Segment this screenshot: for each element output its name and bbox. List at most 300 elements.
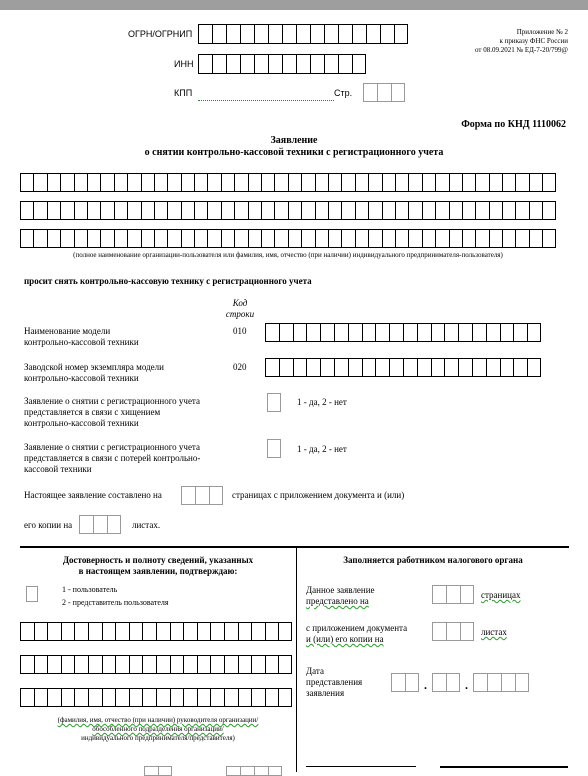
char-cell[interactable]	[34, 622, 48, 641]
char-cell[interactable]	[183, 622, 197, 641]
char-cell[interactable]	[296, 54, 310, 74]
char-cell[interactable]	[183, 688, 197, 707]
char-cell[interactable]	[355, 173, 368, 192]
char-cell[interactable]	[500, 323, 514, 342]
char-cell[interactable]	[422, 173, 435, 192]
char-cell[interactable]	[394, 24, 408, 44]
char-cell[interactable]	[74, 229, 87, 248]
char-cell[interactable]	[408, 201, 421, 220]
org-name-row-1[interactable]	[20, 173, 556, 192]
char-cell[interactable]	[61, 655, 75, 674]
char-cell[interactable]	[167, 173, 180, 192]
char-cell[interactable]	[355, 201, 368, 220]
char-cell[interactable]	[282, 54, 296, 74]
char-cell[interactable]	[502, 201, 515, 220]
char-cell[interactable]	[375, 358, 389, 377]
char-cell[interactable]	[141, 173, 154, 192]
char-cell[interactable]	[389, 323, 403, 342]
char-cell[interactable]	[251, 688, 265, 707]
char-cell[interactable]	[542, 229, 555, 248]
char-cell[interactable]	[74, 688, 88, 707]
char-cell[interactable]	[542, 201, 555, 220]
char-cell[interactable]	[274, 229, 287, 248]
char-cell[interactable]	[210, 622, 224, 641]
char-cell[interactable]	[181, 201, 194, 220]
char-cell[interactable]	[341, 229, 354, 248]
char-cell[interactable]	[515, 201, 528, 220]
char-cell[interactable]	[234, 229, 247, 248]
char-cell[interactable]	[338, 54, 352, 74]
char-cell[interactable]	[431, 323, 445, 342]
char-cell[interactable]	[221, 173, 234, 192]
char-cell[interactable]	[500, 358, 514, 377]
char-cell[interactable]	[310, 24, 324, 44]
char-cell[interactable]	[513, 323, 527, 342]
char-cell[interactable]	[47, 173, 60, 192]
char-cell[interactable]	[156, 655, 170, 674]
char-cell[interactable]	[226, 24, 240, 44]
char-cell[interactable]	[251, 655, 265, 674]
char-cell[interactable]	[197, 655, 211, 674]
char-cell[interactable]	[338, 24, 352, 44]
org-name-row-3[interactable]	[20, 229, 556, 248]
char-cell[interactable]	[529, 173, 542, 192]
char-cell[interactable]	[195, 486, 209, 505]
char-cell[interactable]	[368, 201, 381, 220]
char-cell[interactable]	[248, 229, 261, 248]
char-cell[interactable]	[114, 229, 127, 248]
char-cell[interactable]	[167, 229, 180, 248]
signer-type-input[interactable]	[26, 586, 38, 602]
char-cell[interactable]	[181, 229, 194, 248]
char-cell[interactable]	[212, 54, 226, 74]
char-cell[interactable]	[47, 655, 61, 674]
char-cell[interactable]	[102, 655, 116, 674]
char-cell[interactable]	[74, 655, 88, 674]
char-cell[interactable]	[158, 766, 172, 776]
char-cell[interactable]	[142, 655, 156, 674]
char-cell[interactable]	[88, 622, 102, 641]
char-cell[interactable]	[33, 229, 46, 248]
char-cell[interactable]	[444, 323, 458, 342]
char-cell[interactable]	[391, 83, 405, 102]
char-cell[interactable]	[446, 585, 460, 604]
char-cell[interactable]	[444, 358, 458, 377]
char-cell[interactable]	[408, 173, 421, 192]
char-cell[interactable]	[129, 622, 143, 641]
char-cell[interactable]	[79, 515, 93, 534]
char-cell[interactable]	[20, 622, 34, 641]
char-cell[interactable]	[341, 201, 354, 220]
char-cell[interactable]	[315, 201, 328, 220]
char-cell[interactable]	[315, 229, 328, 248]
char-cell[interactable]	[207, 173, 220, 192]
char-cell[interactable]	[486, 323, 500, 342]
char-cell[interactable]	[527, 323, 541, 342]
date-year-input[interactable]	[473, 673, 529, 692]
char-cell[interactable]	[224, 655, 238, 674]
char-cell[interactable]	[293, 358, 307, 377]
char-cell[interactable]	[61, 688, 75, 707]
char-cell[interactable]	[240, 54, 254, 74]
char-cell[interactable]	[432, 673, 446, 692]
char-cell[interactable]	[395, 173, 408, 192]
char-cell[interactable]	[240, 24, 254, 44]
date-month-input[interactable]	[432, 673, 460, 692]
char-cell[interactable]	[226, 54, 240, 74]
char-cell[interactable]	[115, 622, 129, 641]
org-name-row-2[interactable]	[20, 201, 556, 220]
char-cell[interactable]	[288, 173, 301, 192]
char-cell[interactable]	[127, 201, 140, 220]
char-cell[interactable]	[156, 622, 170, 641]
char-cell[interactable]	[527, 358, 541, 377]
ogrn-input[interactable]	[198, 24, 408, 44]
char-cell[interactable]	[462, 229, 475, 248]
pages-count-input[interactable]	[181, 486, 223, 505]
char-cell[interactable]	[100, 201, 113, 220]
char-cell[interactable]	[449, 201, 462, 220]
fio-row-1[interactable]	[20, 622, 292, 641]
char-cell[interactable]	[154, 201, 167, 220]
date-day-input[interactable]	[391, 673, 419, 692]
char-cell[interactable]	[460, 622, 474, 641]
char-cell[interactable]	[368, 173, 381, 192]
char-cell[interactable]	[114, 173, 127, 192]
char-cell[interactable]	[382, 229, 395, 248]
char-cell[interactable]	[382, 173, 395, 192]
char-cell[interactable]	[47, 688, 61, 707]
char-cell[interactable]	[296, 24, 310, 44]
char-cell[interactable]	[251, 622, 265, 641]
char-cell[interactable]	[449, 173, 462, 192]
char-cell[interactable]	[268, 54, 282, 74]
char-cell[interactable]	[328, 173, 341, 192]
char-cell[interactable]	[209, 486, 223, 505]
char-cell[interactable]	[472, 323, 486, 342]
char-cell[interactable]	[432, 585, 446, 604]
char-cell[interactable]	[212, 24, 226, 44]
char-cell[interactable]	[141, 201, 154, 220]
char-cell[interactable]	[197, 622, 211, 641]
char-cell[interactable]	[170, 688, 184, 707]
attach-sheets-input[interactable]	[432, 622, 474, 641]
char-cell[interactable]	[74, 622, 88, 641]
char-cell[interactable]	[417, 358, 431, 377]
char-cell[interactable]	[221, 201, 234, 220]
char-cell[interactable]	[87, 173, 100, 192]
char-cell[interactable]	[435, 229, 448, 248]
char-cell[interactable]	[489, 229, 502, 248]
char-cell[interactable]	[432, 622, 446, 641]
char-cell[interactable]	[238, 688, 252, 707]
char-cell[interactable]	[265, 622, 279, 641]
char-cell[interactable]	[501, 673, 515, 692]
char-cell[interactable]	[207, 229, 220, 248]
char-cell[interactable]	[542, 173, 555, 192]
char-cell[interactable]	[167, 201, 180, 220]
char-cell[interactable]	[422, 201, 435, 220]
signature-date-cells[interactable]	[144, 766, 172, 776]
char-cell[interactable]	[268, 24, 282, 44]
char-cell[interactable]	[210, 655, 224, 674]
char-cell[interactable]	[207, 201, 220, 220]
char-cell[interactable]	[355, 229, 368, 248]
char-cell[interactable]	[248, 173, 261, 192]
inn-input[interactable]	[198, 54, 366, 74]
copy-sheets-input[interactable]	[79, 515, 121, 534]
char-cell[interactable]	[194, 173, 207, 192]
char-cell[interactable]	[129, 688, 143, 707]
char-cell[interactable]	[170, 622, 184, 641]
char-cell[interactable]	[154, 173, 167, 192]
char-cell[interactable]	[352, 24, 366, 44]
char-cell[interactable]	[100, 173, 113, 192]
char-cell[interactable]	[431, 358, 445, 377]
char-cell[interactable]	[265, 323, 279, 342]
char-cell[interactable]	[458, 323, 472, 342]
char-cell[interactable]	[127, 173, 140, 192]
char-cell[interactable]	[334, 323, 348, 342]
char-cell[interactable]	[88, 688, 102, 707]
char-cell[interactable]	[234, 173, 247, 192]
char-cell[interactable]	[156, 688, 170, 707]
char-cell[interactable]	[274, 173, 287, 192]
char-cell[interactable]	[267, 393, 281, 412]
char-cell[interactable]	[47, 229, 60, 248]
char-cell[interactable]	[102, 622, 116, 641]
char-cell[interactable]	[210, 688, 224, 707]
char-cell[interactable]	[417, 323, 431, 342]
char-cell[interactable]	[375, 323, 389, 342]
char-cell[interactable]	[301, 229, 314, 248]
char-cell[interactable]	[306, 358, 320, 377]
char-cell[interactable]	[181, 486, 195, 505]
char-cell[interactable]	[328, 201, 341, 220]
char-cell[interactable]	[278, 688, 292, 707]
char-cell[interactable]	[472, 358, 486, 377]
loss-input[interactable]	[267, 439, 281, 458]
char-cell[interactable]	[348, 358, 362, 377]
char-cell[interactable]	[487, 673, 501, 692]
char-cell[interactable]	[473, 673, 487, 692]
char-cell[interactable]	[446, 673, 460, 692]
char-cell[interactable]	[224, 688, 238, 707]
char-cell[interactable]	[391, 673, 405, 692]
char-cell[interactable]	[515, 673, 529, 692]
char-cell[interactable]	[100, 229, 113, 248]
char-cell[interactable]	[34, 688, 48, 707]
char-cell[interactable]	[405, 673, 419, 692]
char-cell[interactable]	[221, 229, 234, 248]
char-cell[interactable]	[20, 173, 33, 192]
char-cell[interactable]	[435, 201, 448, 220]
char-cell[interactable]	[380, 24, 394, 44]
char-cell[interactable]	[47, 201, 60, 220]
serial-input[interactable]	[265, 358, 541, 377]
char-cell[interactable]	[382, 201, 395, 220]
submitted-pages-input[interactable]	[432, 585, 474, 604]
char-cell[interactable]	[282, 24, 296, 44]
char-cell[interactable]	[449, 229, 462, 248]
char-cell[interactable]	[20, 201, 33, 220]
char-cell[interactable]	[115, 655, 129, 674]
char-cell[interactable]	[293, 323, 307, 342]
char-cell[interactable]	[198, 24, 212, 44]
char-cell[interactable]	[352, 54, 366, 74]
char-cell[interactable]	[462, 201, 475, 220]
theft-input[interactable]	[267, 393, 281, 412]
char-cell[interactable]	[408, 229, 421, 248]
kpp-input[interactable]	[198, 96, 334, 101]
char-cell[interactable]	[261, 173, 274, 192]
char-cell[interactable]	[248, 201, 261, 220]
model-input[interactable]	[265, 323, 541, 342]
char-cell[interactable]	[234, 201, 247, 220]
char-cell[interactable]	[389, 358, 403, 377]
char-cell[interactable]	[154, 229, 167, 248]
char-cell[interactable]	[489, 173, 502, 192]
char-cell[interactable]	[198, 54, 212, 74]
char-cell[interactable]	[170, 655, 184, 674]
char-cell[interactable]	[74, 173, 87, 192]
char-cell[interactable]	[20, 229, 33, 248]
char-cell[interactable]	[194, 201, 207, 220]
char-cell[interactable]	[74, 201, 87, 220]
char-cell[interactable]	[395, 229, 408, 248]
char-cell[interactable]	[324, 54, 338, 74]
char-cell[interactable]	[261, 229, 274, 248]
char-cell[interactable]	[267, 439, 281, 458]
char-cell[interactable]	[403, 358, 417, 377]
char-cell[interactable]	[301, 173, 314, 192]
char-cell[interactable]	[265, 688, 279, 707]
char-cell[interactable]	[26, 586, 38, 602]
char-cell[interactable]	[274, 201, 287, 220]
char-cell[interactable]	[446, 622, 460, 641]
char-cell[interactable]	[61, 622, 75, 641]
char-cell[interactable]	[181, 173, 194, 192]
char-cell[interactable]	[529, 201, 542, 220]
char-cell[interactable]	[114, 201, 127, 220]
char-cell[interactable]	[194, 229, 207, 248]
char-cell[interactable]	[422, 229, 435, 248]
char-cell[interactable]	[301, 201, 314, 220]
char-cell[interactable]	[288, 201, 301, 220]
char-cell[interactable]	[278, 622, 292, 641]
char-cell[interactable]	[475, 173, 488, 192]
char-cell[interactable]	[279, 358, 293, 377]
char-cell[interactable]	[486, 358, 500, 377]
char-cell[interactable]	[324, 24, 338, 44]
char-cell[interactable]	[107, 515, 121, 534]
char-cell[interactable]	[341, 173, 354, 192]
char-cell[interactable]	[315, 173, 328, 192]
char-cell[interactable]	[320, 323, 334, 342]
char-cell[interactable]	[87, 229, 100, 248]
char-cell[interactable]	[462, 173, 475, 192]
char-cell[interactable]	[265, 655, 279, 674]
char-cell[interactable]	[435, 173, 448, 192]
char-cell[interactable]	[240, 766, 254, 776]
char-cell[interactable]	[489, 201, 502, 220]
signature-year-cells[interactable]	[226, 766, 282, 776]
char-cell[interactable]	[33, 173, 46, 192]
char-cell[interactable]	[224, 622, 238, 641]
char-cell[interactable]	[529, 229, 542, 248]
char-cell[interactable]	[141, 229, 154, 248]
char-cell[interactable]	[363, 83, 377, 102]
char-cell[interactable]	[20, 688, 34, 707]
char-cell[interactable]	[129, 655, 143, 674]
char-cell[interactable]	[142, 622, 156, 641]
char-cell[interactable]	[328, 229, 341, 248]
fio-row-3[interactable]	[20, 688, 292, 707]
char-cell[interactable]	[254, 54, 268, 74]
char-cell[interactable]	[475, 201, 488, 220]
char-cell[interactable]	[377, 83, 391, 102]
char-cell[interactable]	[183, 655, 197, 674]
char-cell[interactable]	[87, 201, 100, 220]
fio-row-2[interactable]	[20, 655, 292, 674]
char-cell[interactable]	[460, 585, 474, 604]
char-cell[interactable]	[458, 358, 472, 377]
char-cell[interactable]	[33, 201, 46, 220]
char-cell[interactable]	[366, 24, 380, 44]
char-cell[interactable]	[502, 229, 515, 248]
char-cell[interactable]	[60, 173, 73, 192]
char-cell[interactable]	[279, 323, 293, 342]
char-cell[interactable]	[60, 229, 73, 248]
char-cell[interactable]	[362, 323, 376, 342]
char-cell[interactable]	[226, 766, 240, 776]
char-cell[interactable]	[115, 688, 129, 707]
char-cell[interactable]	[278, 655, 292, 674]
char-cell[interactable]	[320, 358, 334, 377]
char-cell[interactable]	[268, 766, 282, 776]
char-cell[interactable]	[306, 323, 320, 342]
char-cell[interactable]	[288, 229, 301, 248]
char-cell[interactable]	[334, 358, 348, 377]
char-cell[interactable]	[93, 515, 107, 534]
page-number-input[interactable]	[363, 83, 405, 102]
char-cell[interactable]	[127, 229, 140, 248]
char-cell[interactable]	[513, 358, 527, 377]
char-cell[interactable]	[403, 323, 417, 342]
char-cell[interactable]	[310, 54, 324, 74]
char-cell[interactable]	[515, 173, 528, 192]
char-cell[interactable]	[368, 229, 381, 248]
char-cell[interactable]	[261, 201, 274, 220]
char-cell[interactable]	[254, 24, 268, 44]
char-cell[interactable]	[144, 766, 158, 776]
char-cell[interactable]	[20, 655, 34, 674]
char-cell[interactable]	[60, 201, 73, 220]
char-cell[interactable]	[265, 358, 279, 377]
char-cell[interactable]	[475, 229, 488, 248]
char-cell[interactable]	[502, 173, 515, 192]
char-cell[interactable]	[362, 358, 376, 377]
char-cell[interactable]	[34, 655, 48, 674]
char-cell[interactable]	[395, 201, 408, 220]
char-cell[interactable]	[515, 229, 528, 248]
char-cell[interactable]	[47, 622, 61, 641]
char-cell[interactable]	[348, 323, 362, 342]
char-cell[interactable]	[197, 688, 211, 707]
char-cell[interactable]	[254, 766, 268, 776]
char-cell[interactable]	[142, 688, 156, 707]
char-cell[interactable]	[88, 655, 102, 674]
